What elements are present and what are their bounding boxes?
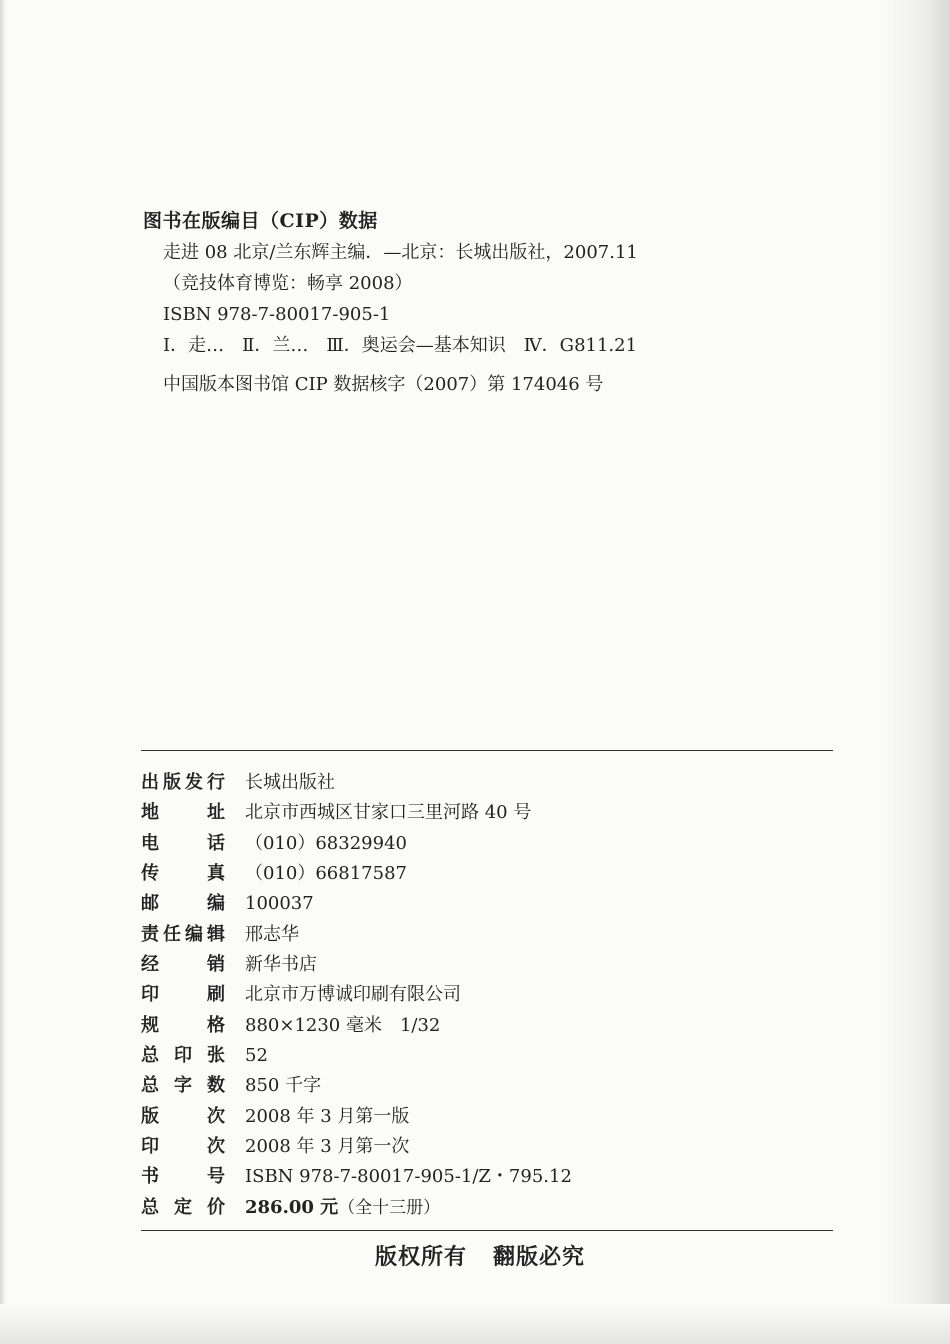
detail-label: 地址 [141, 802, 225, 824]
detail-label: 印次 [141, 1136, 225, 1158]
detail-value: 52 [245, 1045, 268, 1067]
scan-edge-left [0, 0, 6, 1344]
detail-label: 总字数 [141, 1075, 225, 1097]
detail-row-fax [141, 859, 833, 889]
detail-label: 版次 [141, 1105, 225, 1127]
detail-label: 责任编辑 [141, 923, 225, 945]
detail-row-distributor [141, 950, 833, 980]
rights-reserved-text: 版权所有 [374, 1245, 467, 1270]
detail-label: 出版发行 [141, 772, 225, 793]
detail-row-printer [141, 980, 833, 1010]
detail-value: （010）68329940 [245, 832, 407, 854]
detail-row-address [141, 798, 833, 828]
detail-value: （010）66817587 [245, 863, 407, 885]
detail-row-format [141, 1011, 833, 1041]
detail-label: 邮编 [141, 893, 225, 915]
scan-edge-right [880, 0, 950, 1344]
detail-value: 长城出版社 [245, 772, 335, 793]
cip-line-subjects: Ⅰ．走… Ⅱ．兰… Ⅲ．奥运会—基本知识 Ⅳ．G811.21 [163, 335, 638, 356]
detail-label: 电话 [141, 832, 225, 854]
detail-value: 2008 年 3 月第一版 [245, 1105, 410, 1127]
detail-row-phone [141, 829, 833, 859]
cip-title: 图书在版编目（CIP）数据 [143, 210, 378, 232]
detail-label: 书号 [141, 1166, 225, 1188]
detail-value: 2008 年 3 月第一次 [245, 1136, 410, 1158]
detail-label: 经销 [141, 954, 225, 976]
copyright-notice [0, 1240, 950, 1271]
detail-row-price [141, 1193, 833, 1223]
detail-row-book-number [141, 1162, 833, 1192]
detail-label: 印刷 [141, 984, 225, 1006]
cip-line-isbn: ISBN 978-7-80017-905-1 [163, 304, 391, 325]
price-volume-note: （全十三册） [338, 1197, 441, 1218]
detail-value: ISBN 978-7-80017-905-1/Z・795.12 [245, 1166, 572, 1188]
detail-label: 总印张 [141, 1045, 225, 1067]
detail-value: 北京市西城区甘家口三里河路 40 号 [245, 802, 532, 824]
detail-value: 880×1230 毫米 1/32 [245, 1014, 441, 1036]
price-amount: 286.00 元 [245, 1196, 339, 1218]
divider-bottom [141, 1230, 833, 1231]
detail-row-sheets [141, 1041, 833, 1071]
detail-value: 850 千字 [245, 1075, 322, 1097]
detail-value: 邢志华 [245, 923, 299, 945]
scan-edge-bottom [0, 1304, 950, 1344]
detail-row-printing [141, 1132, 833, 1162]
piracy-prohibited-text: 翻版必究 [493, 1245, 586, 1270]
cip-block [143, 206, 763, 400]
cip-verification-number: 中国版本图书馆 CIP 数据核字（2007）第 174046 号 [163, 374, 604, 395]
detail-row-edition [141, 1102, 833, 1132]
detail-label: 总定价 [141, 1196, 225, 1218]
detail-row-word-count [141, 1071, 833, 1101]
detail-value: 北京市万博诚印刷有限公司 [245, 984, 461, 1006]
detail-row-postcode [141, 889, 833, 919]
cip-line-series: （竞技体育博览：畅享 2008） [163, 273, 413, 294]
detail-value-price [245, 1193, 440, 1223]
detail-row-publisher [141, 768, 833, 798]
detail-label: 传真 [141, 863, 225, 885]
publication-details [141, 768, 833, 1223]
detail-value: 新华书店 [245, 954, 317, 976]
divider-top [141, 750, 833, 751]
detail-label: 规格 [141, 1014, 225, 1036]
cip-line-title-author: 走进 08 北京/兰东辉主编．—北京：长城出版社，2007.11 [163, 242, 638, 263]
detail-value: 100037 [245, 893, 314, 915]
detail-row-editor [141, 920, 833, 950]
